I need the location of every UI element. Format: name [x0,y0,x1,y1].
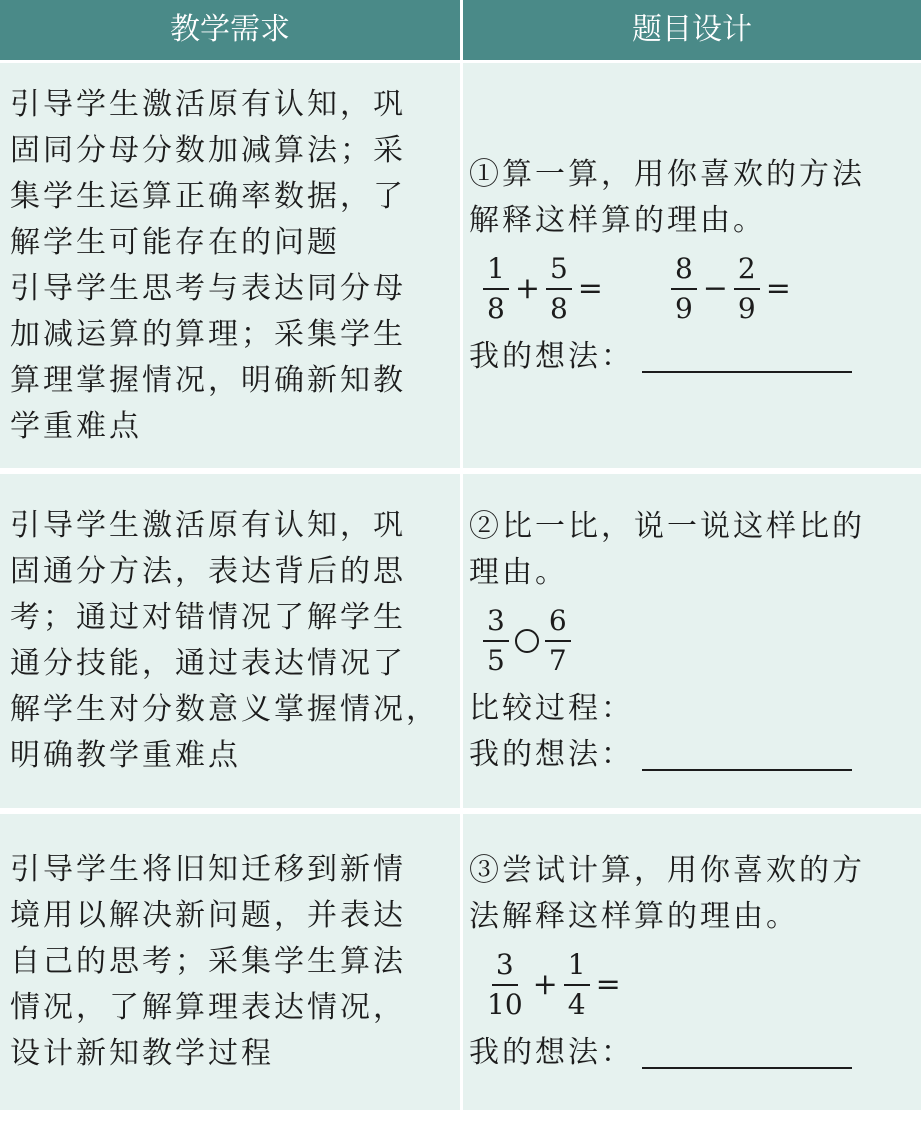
fraction: $\frac{3}{10}$ [487,948,523,1021]
row3-task-cell [463,814,921,1110]
row1-need-line: 解学生可能存在的问题 [10,224,340,260]
row1-formulas [469,244,917,334]
fraction: $\frac{1}{8}$ [483,252,509,326]
row2-task-line: 理由。 [469,555,568,590]
row3-formula [469,940,917,1030]
row3-task-line: 法解释这样算的理由。 [469,899,799,934]
fraction: $\frac{3}{5}$ [483,604,509,678]
row2-need-line: 通分技能，通过表达情况了 [10,646,406,681]
fraction: $\frac{5}{8}$ [546,252,572,326]
comparison-circle-icon[interactable] [515,629,539,653]
header-question-design: 题目设计 [463,0,921,60]
row2-process-label: 比较过程： [469,691,634,726]
answer-blank-line[interactable] [642,1037,852,1069]
row1-need-line: 集学生运算正确率数据，了 [10,178,406,214]
row3-need-line: 自己的思考；采集学生算法 [10,944,406,979]
row2-need-line: 考；通过对错情况了解学生 [10,600,406,635]
minus-sign: − [702,270,728,306]
row2-task-cell [463,474,921,808]
row3-need-cell [0,814,460,1110]
row1-answer [469,334,917,380]
equals-sign: = [577,270,603,306]
fraction: $\frac{8}{9}$ [671,252,697,326]
row2-need-cell [0,474,460,808]
equals-sign: = [595,967,621,1002]
plus-sign: + [532,967,558,1002]
row1-need-line: 加减运算的算理；采集学生 [10,316,406,352]
answer-label: 我的想法： [469,1035,634,1070]
header-teaching-need: 教学需求 [0,0,460,60]
row2-task-line: ②比一比，说一说这样比的 [469,509,865,544]
row2-need-line: 解学生对分数意义掌握情况， [10,692,439,727]
row2-need-line: 引导学生激活原有认知，巩 [10,508,406,543]
row2-answer [469,732,917,778]
row2-need-line: 明确教学重难点 [10,738,241,773]
row2-formula [469,596,917,686]
row3-need-line: 引导学生将旧知迁移到新情 [10,852,406,887]
answer-label: 我的想法： [469,338,634,374]
row1-need-line: 引导学生思考与表达同分母 [10,270,406,306]
answer-blank-line[interactable] [642,739,852,771]
plus-sign: + [514,270,540,306]
row1-need-line: 固同分母分数加减算法；采 [10,132,406,168]
row1-task-cell [463,63,921,468]
row3-need-line: 情况，了解算理表达情况， [10,990,406,1025]
fraction: $\frac{1}{4}$ [564,948,590,1022]
row3-need-line: 境用以解决新问题，并表达 [10,898,406,933]
equals-sign: = [765,270,791,306]
row1-need-line: 引导学生激活原有认知，巩 [10,86,406,122]
row3-task-line: ③尝试计算，用你喜欢的方 [469,853,865,888]
row1-need-line: 算理掌握情况，明确新知教 [10,362,406,398]
row2-need-line: 固通分方法，表达背后的思 [10,554,406,589]
fraction: $\frac{6}{7}$ [545,604,571,678]
answer-label: 我的想法： [469,737,634,772]
row1-need-line: 学重难点 [10,408,142,444]
row1-task-line: 解释这样算的理由。 [469,202,766,238]
fraction: $\frac{2}{9}$ [734,252,760,326]
answer-blank-line[interactable] [642,341,852,373]
row3-answer [469,1030,917,1076]
row3-need-line: 设计新知教学过程 [10,1036,274,1071]
row1-need-cell [0,63,460,468]
row1-task-line: ①算一算，用你喜欢的方法 [469,156,865,192]
